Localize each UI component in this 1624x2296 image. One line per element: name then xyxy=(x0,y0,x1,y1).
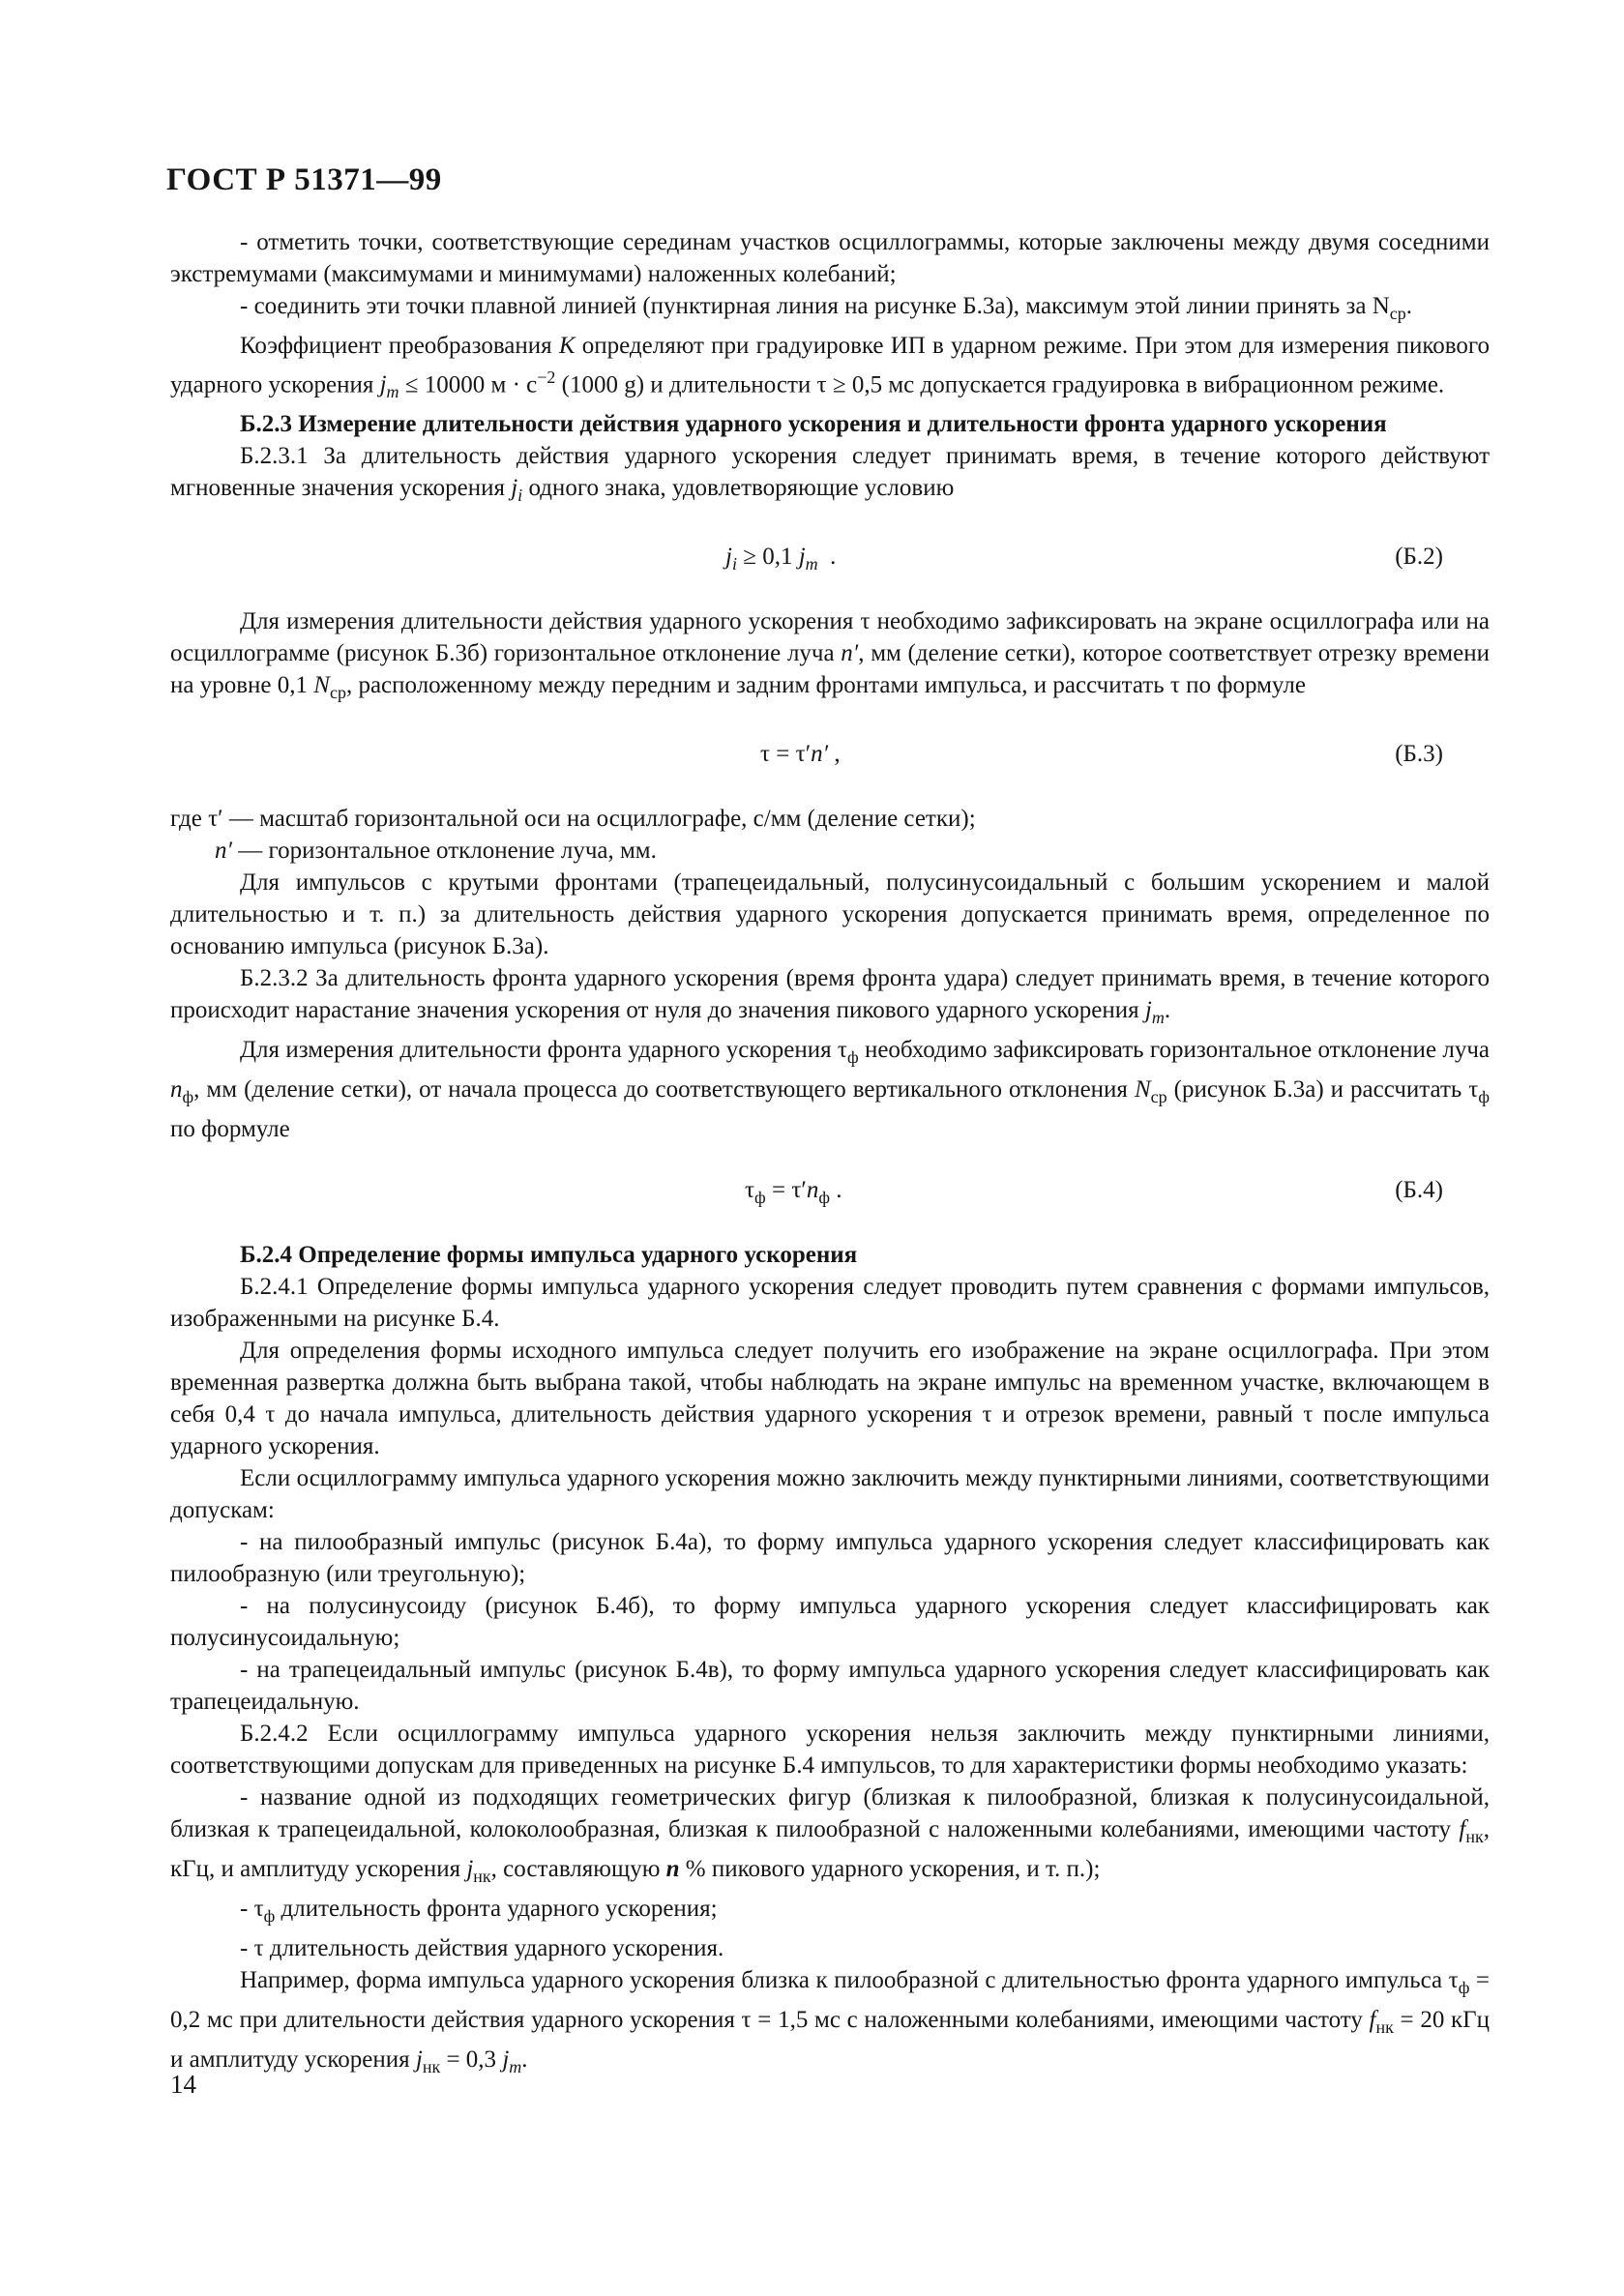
text: - отметить точки, соответствующие серединам участков осциллограммы, которые заключены между двумя соседними экстремумами (максимумами и минимумами) наложенных колебаний; xyxy=(170,229,1490,287)
text: Коэффициент преобразования xyxy=(240,333,559,359)
paragraph: Б.2.3.2 За длительность фронта ударного ускорения (время фронта удара) следует принимать время, в течение которого происходит нарастание значения ускорения от нуля до значения пикового ударного ускорения $j_m$. xyxy=(170,965,1490,1028)
document-header: ГОСТ Р 51371—99 xyxy=(166,162,442,197)
formula-expression: τ = τ′n′ , xyxy=(760,741,841,768)
document-body xyxy=(170,226,1490,2083)
paragraph xyxy=(170,440,1490,512)
text: одного знака, удовлетворяющие условию xyxy=(522,475,955,502)
text: необходимо зафиксировать горизонтальное отклонение луча xyxy=(858,1037,1490,1064)
text: = 20 кГц и амплитуду ускорения xyxy=(170,2007,1491,2074)
text: Для измерения длительности фронта ударного ускорения τ xyxy=(240,1037,847,1064)
list-item: - на полусинусоиду (рисунок Б.4б), то форму импульса ударного ускорения следует классифицировать как полусинусоидальную; xyxy=(170,1593,1490,1652)
list-item: - название одной из подходящих геометрических фигур (близкая к пилообразной, близкая к полусинусоидальной, близкая к трапецеидальной, колоколообразная, близкая к пилообразной с наложенными колебаниями, имеющими частоту $f_{нк}$, кГц, и амплитуду ускорения $j_{нк}$, составляющую n % пикового ударного ускорения, и т. п.); xyxy=(170,1784,1490,1887)
text: , мм (деление сетки), которое соответствует отрезку времени на уровне 0,1 xyxy=(170,640,1490,699)
text: , кГц, и амплитуду ускорения xyxy=(170,1816,1490,1883)
paragraph: Б.2.4.2 Если осциллограмму импульса ударного ускорения нельзя заключить между пунктирными линиями, соответствующими допускам для приведенных на рисунке Б.4 импульсов, то для характеристики формы необходимо указать: xyxy=(170,1721,1490,1780)
text: длительность фронта ударного ускорения; xyxy=(275,1896,718,1923)
page-number: 14 xyxy=(170,2070,196,2099)
text: ≥ 0,1 xyxy=(743,544,799,571)
formula-number: (Б.3) xyxy=(1395,741,1443,768)
formula-expression: $j_i \ge 0,1$ $j_m$ . xyxy=(725,544,837,574)
where-line: где τ′ — масштаб горизонтальной оси на осциллографе, с/мм (деление сетки); xyxy=(170,806,976,833)
superscript: −2 xyxy=(537,368,556,387)
paragraph: Для измерения длительности фронта ударного ускорения $\tau_ф$ необходимо зафиксировать горизонтальное отклонение луча $n_ф$, мм (деление сетки), от начала процесса до соответствующего вертикального отклонения $N_{ср}$ (рисунок Б.3а) и рассчитать $\tau_ф$ по формуле xyxy=(170,1037,1490,1143)
section-heading-b24: Б.2.4 Определение формы импульса ударного ускорения xyxy=(240,1242,858,1269)
formula-b3 xyxy=(170,738,1490,770)
list-item: - на трапецеидальный импульс (рисунок Б.4в), то форму импульса ударного ускорения следует классифицировать как трапецеидальную. xyxy=(170,1657,1490,1716)
text: Например, форма импульса ударного ускорения близка к пилообразной с длительностью фронта ударного импульса τ xyxy=(240,1967,1459,1994)
list-item: - τ длительность действия ударного ускорения. xyxy=(240,1935,724,1962)
formula-expression: $\tau_ф = \tau'n_ф$ . xyxy=(745,1177,842,1208)
text: , расположенному между передним и задним фронтами импульса, и рассчитать τ по формуле xyxy=(345,672,1306,699)
formula-b4 xyxy=(170,1174,1490,1206)
text: - название одной из подходящих геометрических фигур (близкая к пилообразной, близкая к полусинусоидальной, близкая к трапецеидальной, колоколообразная, близкая к пилообразной с наложенными колебаниями, имеющими частоту xyxy=(170,1784,1490,1843)
text: — горизонтальное отклонение луча, мм. xyxy=(231,838,657,865)
text: ≤ 10000 м · с xyxy=(399,371,538,398)
list-item: - на пилообразный импульс (рисунок Б.4а), то форму импульса ударного ускорения следует классифицировать как пилообразную (или треугольную); xyxy=(170,1529,1490,1588)
paragraph: Б.2.4.1 Определение формы импульса ударного ускорения следует проводить путем сравнения с формами импульсов, изображенными на рисунке Б.4. xyxy=(170,1274,1490,1333)
formula-b2 xyxy=(170,541,1490,573)
text: определяют при градуировке ИП в ударном режиме. При этом для измерения пикового ударного ускорения xyxy=(170,333,1490,398)
section-heading-b23: Б.2.3 Измерение длительности действия ударного ускорения и длительности фронта ударного ускорения xyxy=(240,411,1387,438)
text: , мм (деление сетки), от начала процесса до соответствующего вертикального отклонения xyxy=(193,1076,1135,1104)
paragraph: - соединить эти точки плавной линией (пунктирная линия на рисунке Б.3а), максимум этой линии принять за $N_{ср}$. xyxy=(240,293,1413,323)
list-item: - $\tau_ф$ длительность фронта ударного ускорения; xyxy=(240,1896,718,1927)
paragraph xyxy=(170,330,1490,408)
symbol: $j_m$ xyxy=(379,371,399,402)
text: Б.2.3.2 За длительность фронта ударного ускорения (время фронта удара) следует принимать время, в течение которого происходит нарастание значения ускорения от нуля до значения пикового ударного ускорения xyxy=(170,965,1490,1024)
paragraph: Например, форма импульса ударного ускорения близка к пилообразной с длительностью фронта ударного импульса $\tau_ф = 0,2$ мс при длительности действия ударного ускорения τ = 1,5 мс с наложенными колебаниями, имеющими частоту $f_{нк} = 20$ кГц и амплитуду ускорения $j_{нк} = 0,3$ $j_m$. xyxy=(170,1967,1491,2077)
symbol: N xyxy=(313,672,330,699)
text: по формуле xyxy=(170,1116,290,1143)
paragraph xyxy=(170,226,1490,290)
paragraph: Для определения формы исходного импульса следует получить его изображение на экране осциллографа. При этом временная развертка должна быть выбрана такой, чтобы наблюдать на экране импульс на временном участке, включающем в себя 0,4 τ до начала импульса, длительность действия ударного ускорения τ и отрезок времени, равный τ после импульса ударного ускорения. xyxy=(170,1338,1490,1460)
symbol: K xyxy=(558,333,576,359)
text: = 0,3 xyxy=(440,2046,503,2074)
paragraph xyxy=(170,605,1490,709)
paragraph: Для импульсов с крутыми фронтами (трапецеидальный, полусинусоидальный с большим ускорением и малой длительностью и т. п.) за длительность действия ударного ускорения допускается принимать время, определенное по основанию импульса (рисунок Б.3а). xyxy=(170,869,1490,960)
text: , составляющую xyxy=(490,1856,666,1883)
text: = 0,2 мс при длительности действия ударного ускорения τ = 1,5 мс с наложенными колебаниями, имеющими частоту xyxy=(170,1967,1490,2034)
subscript: ср xyxy=(329,683,346,703)
text: % пикового ударного ускорения, и т. п.); xyxy=(679,1856,1101,1883)
where-line: n′ — горизонтальное отклонение луча, мм. xyxy=(215,838,657,865)
formula-number: (Б.2) xyxy=(1395,544,1443,571)
formula-number: (Б.4) xyxy=(1395,1177,1443,1204)
text: Для измерения длительности действия ударного ускорения τ необходимо зафиксировать на экране осциллографа или на осциллограмме (рисунок Б.3б) горизонтальное отклонение луча xyxy=(170,608,1490,667)
symbol: $j_i$ xyxy=(511,475,523,506)
text: - соединить эти точки плавной линией (пунктирная линия на рисунке Б.3а), максимум этой линии принять за N xyxy=(240,293,1390,319)
text: Б.2.3.1 За длительность действия ударного ускорения следует принимать время, в течение которого действуют мгновенные значения ускорения xyxy=(170,443,1490,502)
text: (рисунок Б.3а) и рассчитать τ xyxy=(1166,1076,1479,1104)
text: (1000 g) и длительности τ ≥ 0,5 мс допускается градуировка в вибрационном режиме. xyxy=(555,371,1445,398)
paragraph: Если осциллограмму импульса ударного ускорения можно заключить между пунктирными линиями, соответствующими допускам: xyxy=(170,1465,1490,1524)
symbol: n′ xyxy=(841,640,859,667)
subscript: ср xyxy=(1389,304,1406,323)
